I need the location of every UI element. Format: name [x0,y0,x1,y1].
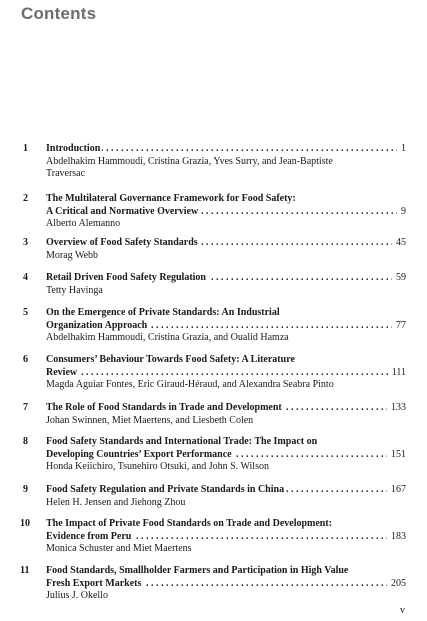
chapter-title-line[interactable]: Developing Countries’ Export Performance 151 . . . [46,449,406,462]
chapter-title-line[interactable]: Food Safety Regulation and Private Standards in China 167 . . . [46,484,406,497]
chapter-page-number[interactable]: 111 [388,367,406,380]
chapter-body [46,237,406,262]
chapter-title-line[interactable]: Consumers’ Behaviour Towards Food Safety: A Literature [46,354,295,365]
chapter-title-line[interactable]: Retail Driven Food Safety Regulation 59 . . . [46,272,406,285]
chapter-number: 6 [23,354,28,365]
chapter-number: 2 [23,193,28,204]
chapter-authors: Johan Swinnen, Miet Maertens, and Liesbeth Colen [46,414,254,426]
chapter-authors: Julius J. Okello [46,590,108,601]
chapter-body [46,436,406,474]
chapter-title-line[interactable]: Fresh Export Markets 205 . . . [46,578,406,591]
chapter-number: 4 [23,272,28,283]
chapter-title-line[interactable]: The Multilateral Governance Framework for Food Safety: [46,193,296,204]
chapter-body [46,307,406,345]
chapter-page-number[interactable]: 77 [392,320,406,333]
chapter-title-line[interactable]: A Critical and Normative Overview 9 . . . [46,206,406,219]
chapter-page-number[interactable]: 45 [392,237,406,250]
chapter-title-line[interactable]: Organization Approach 77 . . . [46,320,406,333]
page-number: v [400,605,405,616]
chapter-body [46,143,406,181]
chapter-page-number[interactable]: 205 [387,578,406,591]
chapter-authors: Helen H. Jensen and Jiehong Zhou [46,496,186,508]
chapter-title-line[interactable]: Food Safety Standards and International Trade: The Impact on [46,436,318,447]
chapter-page-number[interactable]: 151 [387,449,406,462]
chapter-page-number[interactable]: 1 [397,143,406,156]
chapter-title-line[interactable]: Food Standards, Smallholder Farmers and Participation in High Value [46,565,349,576]
chapter-page-number[interactable]: 59 [392,272,406,285]
chapter-authors: Alberto Alemanno [46,218,121,229]
chapter-authors: Traversac [46,168,86,179]
page-title: Contents [21,4,97,23]
chapter-authors: Morag Webb [46,249,99,261]
chapter-title-line[interactable]: Overview of Food Safety Standards 45 . . . [46,237,406,250]
chapter-authors: Abdelhakim Hammoudi, Cristina Grazia, Yves Surry, and Jean-Baptiste [46,155,333,167]
chapter-body [46,565,406,603]
chapter-title-line[interactable]: The Impact of Private Food Standards on Trade and Development: [46,518,333,529]
chapter-title-line[interactable]: Introduction 1 . . . [46,143,406,156]
chapter-number: 9 [23,484,28,495]
chapter-authors: Abdelhakim Hammoudi, Cristina Grazia, and Oualid Hamza [46,332,289,343]
chapter-number: 1 [23,143,28,154]
chapter-page-number[interactable]: 133 [387,402,406,415]
chapter-title-line[interactable]: Evidence from Peru 183 . . . [46,531,406,544]
chapter-title-line[interactable]: On the Emergence of Private Standards: An Industrial [46,307,280,318]
chapter-authors: Tetty Havinga [46,284,103,296]
chapter-body [46,518,406,556]
chapter-page-number[interactable]: 167 [387,484,406,497]
chapter-number: 7 [23,402,28,413]
chapter-authors: Monica Schuster and Miet Maertens [46,543,192,554]
chapter-title-line[interactable]: The Role of Food Standards in Trade and Development 133 . . . [46,402,406,415]
chapter-authors: Honda Keiichiro, Tsunehiro Otsuki, and John S. Wilson [46,461,269,472]
chapter-body [46,354,406,392]
chapter-body [46,272,406,297]
chapter-body [46,484,406,509]
chapter-body [46,193,406,231]
chapter-body [46,402,406,427]
chapter-number: 8 [23,436,28,447]
chapter-title-line[interactable]: Review 111 . . . [46,367,406,380]
chapter-page-number[interactable]: 183 [387,531,406,544]
chapter-number: 5 [23,307,28,318]
chapter-number: 3 [23,237,28,248]
chapter-number: 11 [20,565,30,576]
chapter-authors: Magda Aguiar Fontes, Eric Giraud-Héraud, and Alexandra Seabra Pinto [46,379,334,390]
chapter-number: 10 [20,518,30,529]
chapter-page-number[interactable]: 9 [397,206,406,219]
